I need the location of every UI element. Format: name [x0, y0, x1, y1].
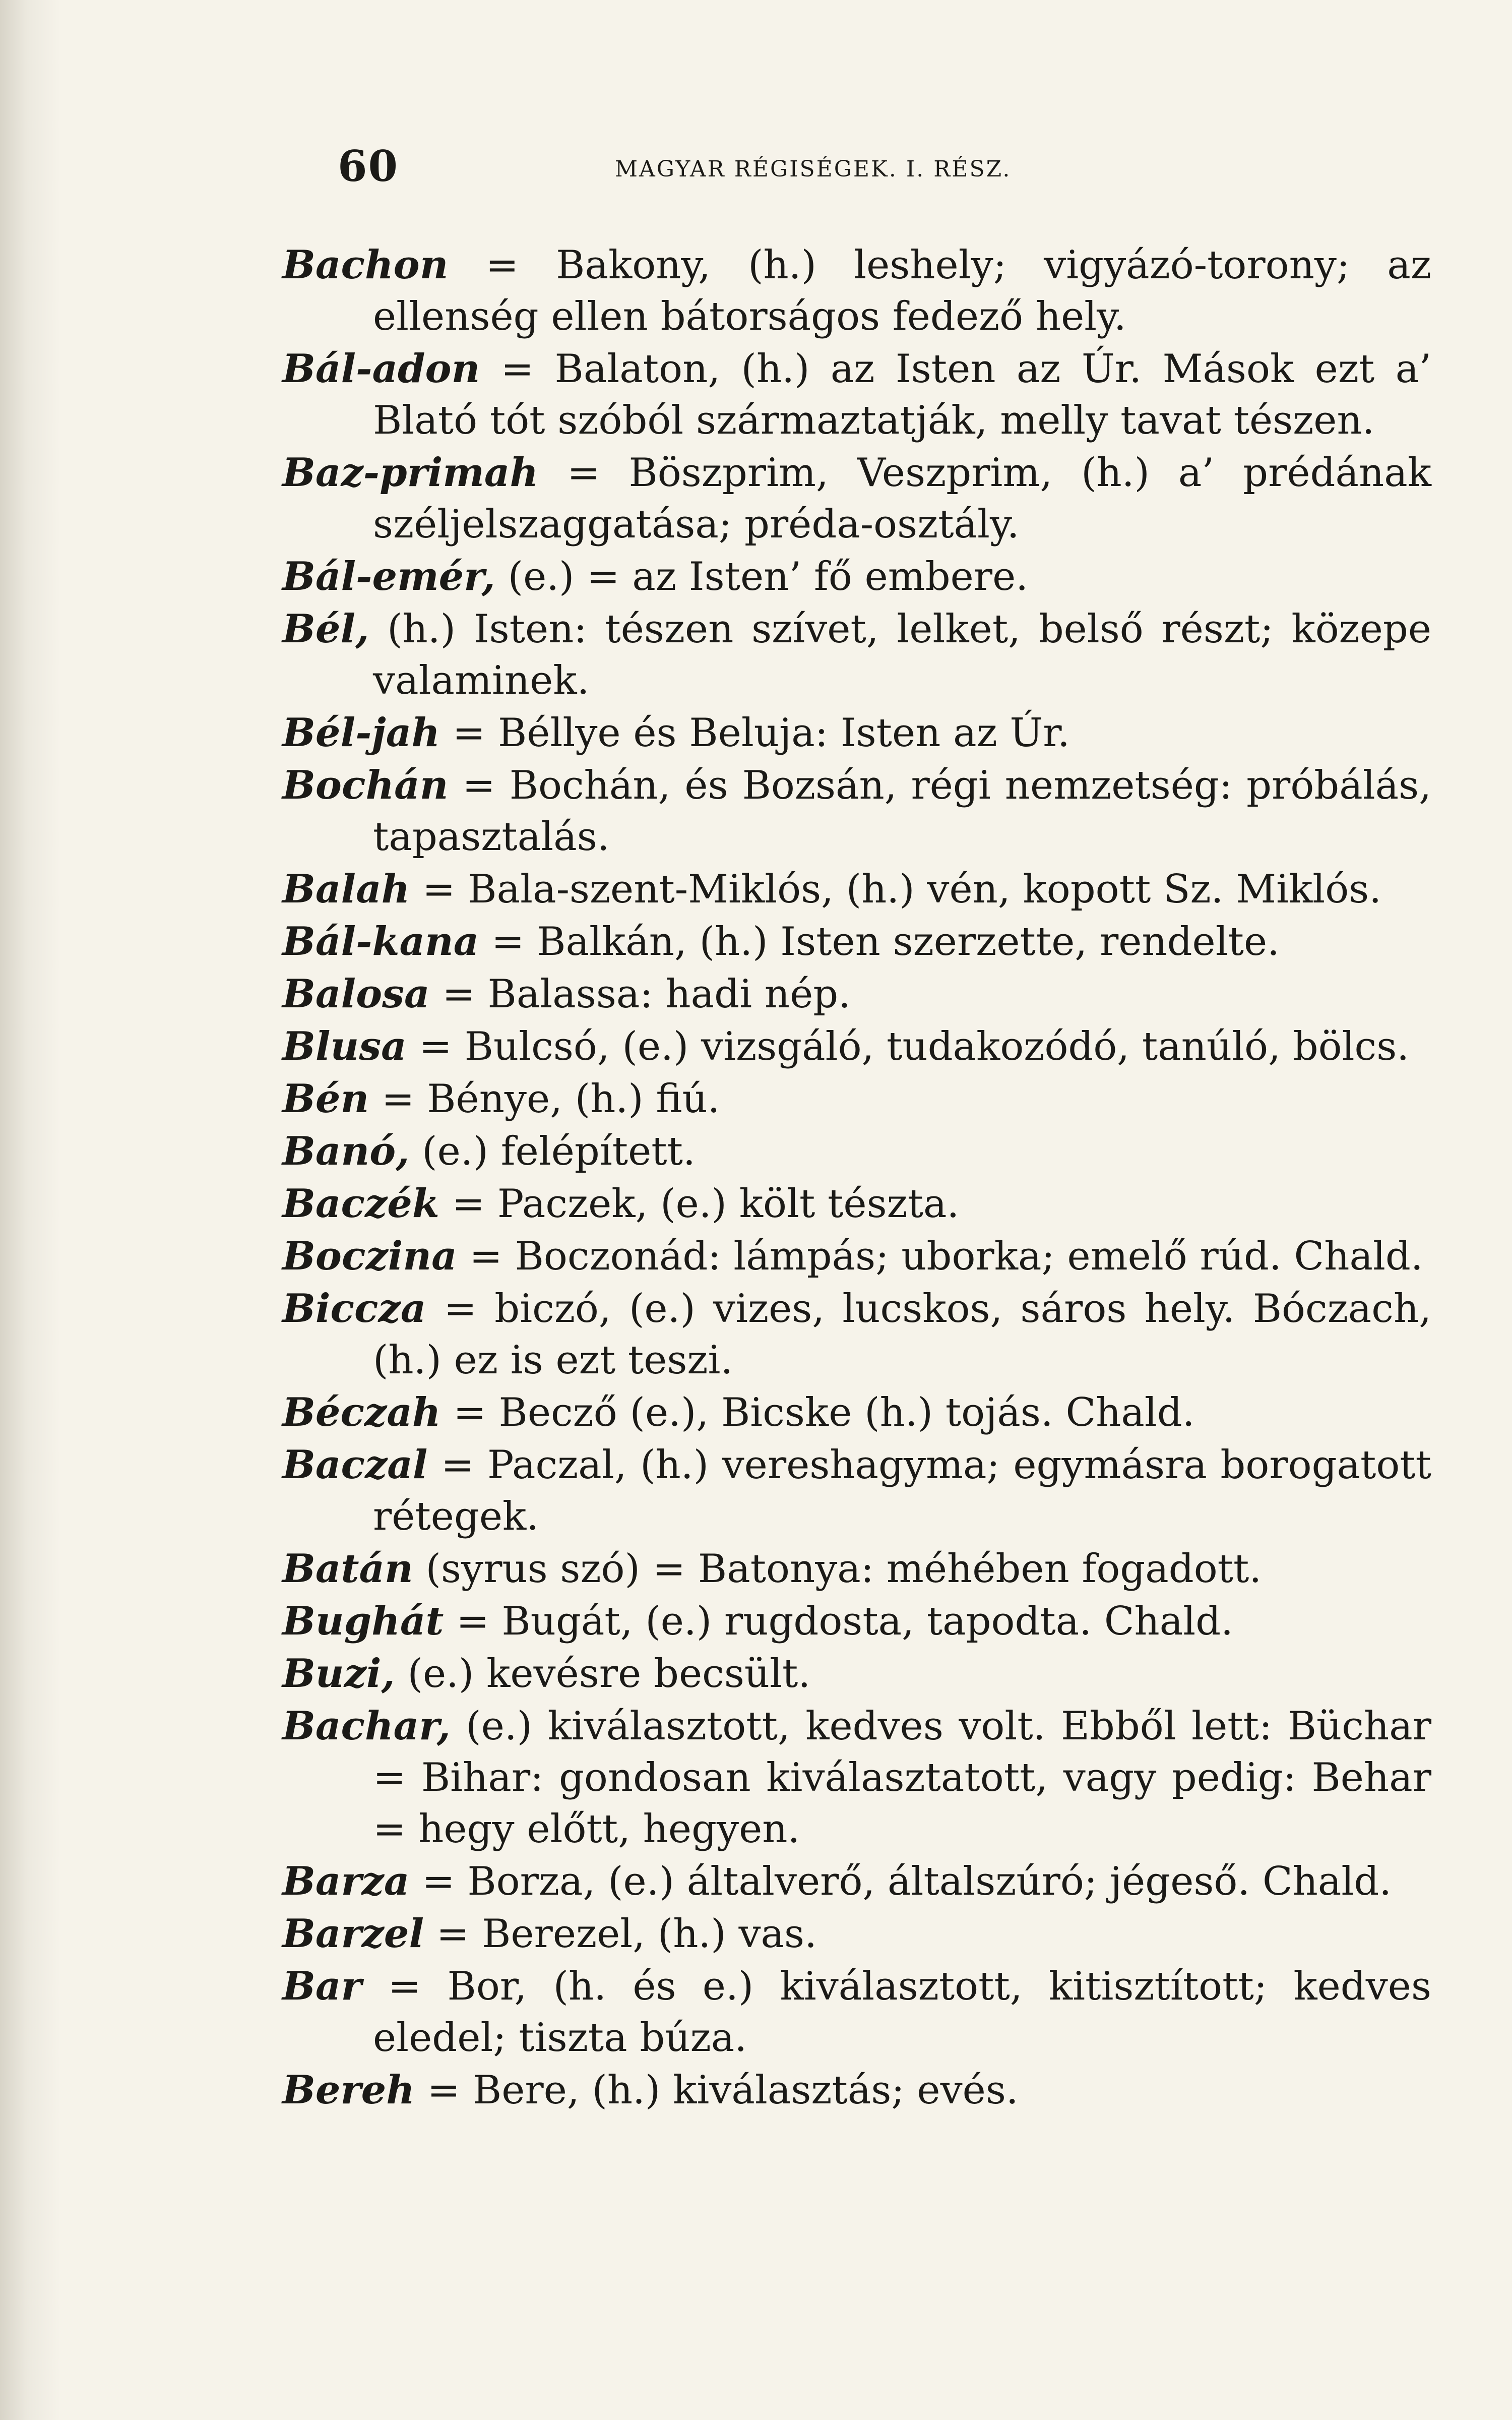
entry-headword: Batán: [282, 1546, 413, 1592]
entry-definition: = Balaton, (h.) az Isten az Úr. Mások ezt a’ Blató tót szóból származtatják, melly tavat tészen.: [373, 346, 1431, 443]
entry-headword: Bál-emér,: [282, 554, 495, 599]
dictionary-entry: [282, 1231, 1431, 1282]
entry-definition: = Berezel, (h.) vas.: [436, 1911, 817, 1957]
dictionary-entry: [282, 1596, 1431, 1647]
dictionary-entry: [282, 239, 1431, 342]
entry-definition: = Bakony, (h.) leshely; vigyázó-torony; az ellenség ellen bátorságos fedező hely.: [373, 243, 1432, 339]
entry-headword: Balah: [282, 866, 410, 912]
entry-headword: Bereh: [282, 2067, 415, 2113]
book-binding-shadow: [0, 0, 60, 2420]
entry-headword: Banó,: [282, 1128, 410, 1174]
entry-headword: Baczék: [282, 1181, 439, 1227]
dictionary-entry: [282, 916, 1431, 967]
entry-headword: Béczah: [282, 1389, 441, 1435]
entry-definition: = Paczek, (e.) költ tészta.: [452, 1181, 960, 1227]
entry-definition: = Paczal, (h.) vereshagyma; egymásra borogatott rétegek.: [373, 1442, 1431, 1539]
entry-definition: = Bugát, (e.) rugdosta, tapodta. Chald.: [456, 1599, 1233, 1644]
entry-definition: = Bulcsó, (e.) vizsgáló, tudakozódó, tanúló, bölcs.: [419, 1024, 1410, 1069]
entry-headword: Blusa: [282, 1023, 407, 1069]
entry-headword: Bál-kana: [282, 919, 479, 964]
dictionary-entry: [282, 1387, 1431, 1438]
entry-definition: = Böszprim, Veszprim, (h.) a’ prédának széljelszaggatása; préda-osztály.: [373, 450, 1431, 547]
dictionary-entry: [282, 1439, 1431, 1542]
entry-definition: (e.) = az Isten’ fő embere.: [508, 554, 1029, 599]
entry-headword: Bál-adon: [282, 346, 480, 392]
entry-definition: (syrus szó) = Batonya: méhében fogadott.: [425, 1546, 1262, 1592]
entry-headword: Barzel: [282, 1911, 424, 1957]
entry-headword: Bachon: [282, 242, 449, 288]
entry-definition: = biczó, (e.) vizes, lucskos, sáros hely. Bóczach, (h.) ez is ezt teszi.: [373, 1286, 1432, 1383]
dictionary-entry: [282, 1021, 1431, 1072]
book-page: [262, 141, 1436, 2113]
dictionary-entry: [282, 1126, 1431, 1177]
dictionary-entry: [282, 760, 1431, 863]
entry-headword: Bél,: [282, 606, 369, 652]
entry-definition: = Bala-szent-Miklós, (h.) vén, kopott Sz. Miklós.: [422, 867, 1382, 912]
dictionary-entry: [282, 1908, 1431, 1960]
entry-definition: = Balassa: hadi nép.: [442, 972, 851, 1017]
dictionary-entry: [282, 2065, 1431, 2116]
entry-definition: = Becző (e.), Bicske (h.) tojás. Chald.: [453, 1390, 1195, 1435]
dictionary-entry: [282, 1178, 1431, 1230]
entry-headword: Bochán: [282, 762, 449, 808]
entry-definition: (h.) Isten: tészen szívet, lelket, belső részt; közepe valaminek.: [373, 607, 1432, 703]
entry-definition: = Bochán, és Bozsán, régi nemzetség: próbálás, tapasztalás.: [373, 763, 1431, 860]
dictionary-entry: [282, 1283, 1431, 1386]
entry-headword: Bar: [282, 1963, 362, 2009]
entry-definition: = Béllye és Beluja: Isten az Úr.: [452, 710, 1070, 756]
dictionary-entry: [282, 1543, 1431, 1595]
entry-definition: = Bénye, (h.) fiú.: [382, 1076, 720, 1122]
page-header: [262, 141, 1436, 202]
dictionary-entry: [282, 707, 1431, 759]
entry-headword: Bén: [282, 1076, 369, 1122]
entry-definition: = Bere, (h.) kiválasztás; evés.: [427, 2068, 1019, 2113]
entry-definition: = Boczonád: lámpás; uborka; emelő rúd. Chald.: [469, 1234, 1423, 1279]
entry-definition: = Balkán, (h.) Isten szerzette, rendelte.: [491, 919, 1280, 964]
dictionary-entry: [282, 864, 1431, 915]
entry-headword: Bél-jah: [282, 710, 440, 756]
entry-headword: Bachar,: [282, 1703, 451, 1749]
dictionary-entry: [282, 1961, 1431, 2064]
dictionary-entry: [282, 551, 1431, 602]
entry-headword: Balosa: [282, 971, 430, 1017]
dictionary-entry: [282, 603, 1431, 706]
dictionary-entry: [282, 1073, 1431, 1125]
entry-definition: (e.) kiválasztott, kedves volt. Ebből lett: Büchar = Bihar: gondosan kiválasztatott, vagy pedig: Behar = hegy előtt, hegyen.: [373, 1704, 1431, 1852]
entry-headword: Biccza: [282, 1286, 426, 1332]
entry-headword: Baczal: [282, 1442, 428, 1488]
dictionary-entry: [282, 1856, 1431, 1907]
running-head: MAGYAR RÉGISÉGEK. I. RÉSZ.: [615, 156, 1012, 182]
entry-definition: = Borza, (e.) általverő, általszúró; jégeső. Chald.: [422, 1859, 1392, 1904]
page-number: 60: [338, 141, 399, 191]
entry-definition: = Bor, (h. és e.) kiválasztott, kitisztított; kedves eledel; tiszta búza.: [373, 1964, 1431, 2061]
entry-definition: (e.) kevésre becsült.: [407, 1651, 811, 1697]
dictionary-entries: [282, 239, 1431, 2117]
entry-headword: Baz-primah: [282, 450, 539, 496]
dictionary-entry: [282, 447, 1431, 550]
entry-headword: Boczina: [282, 1233, 457, 1279]
dictionary-entry: [282, 1648, 1431, 1700]
entry-headword: Buzi,: [282, 1651, 395, 1697]
entry-headword: Bughát: [282, 1598, 444, 1644]
dictionary-entry: [282, 1701, 1431, 1855]
dictionary-entry: [282, 343, 1431, 446]
dictionary-entry: [282, 969, 1431, 1020]
entry-definition: (e.) felépített.: [422, 1129, 696, 1174]
entry-headword: Barza: [282, 1858, 410, 1904]
